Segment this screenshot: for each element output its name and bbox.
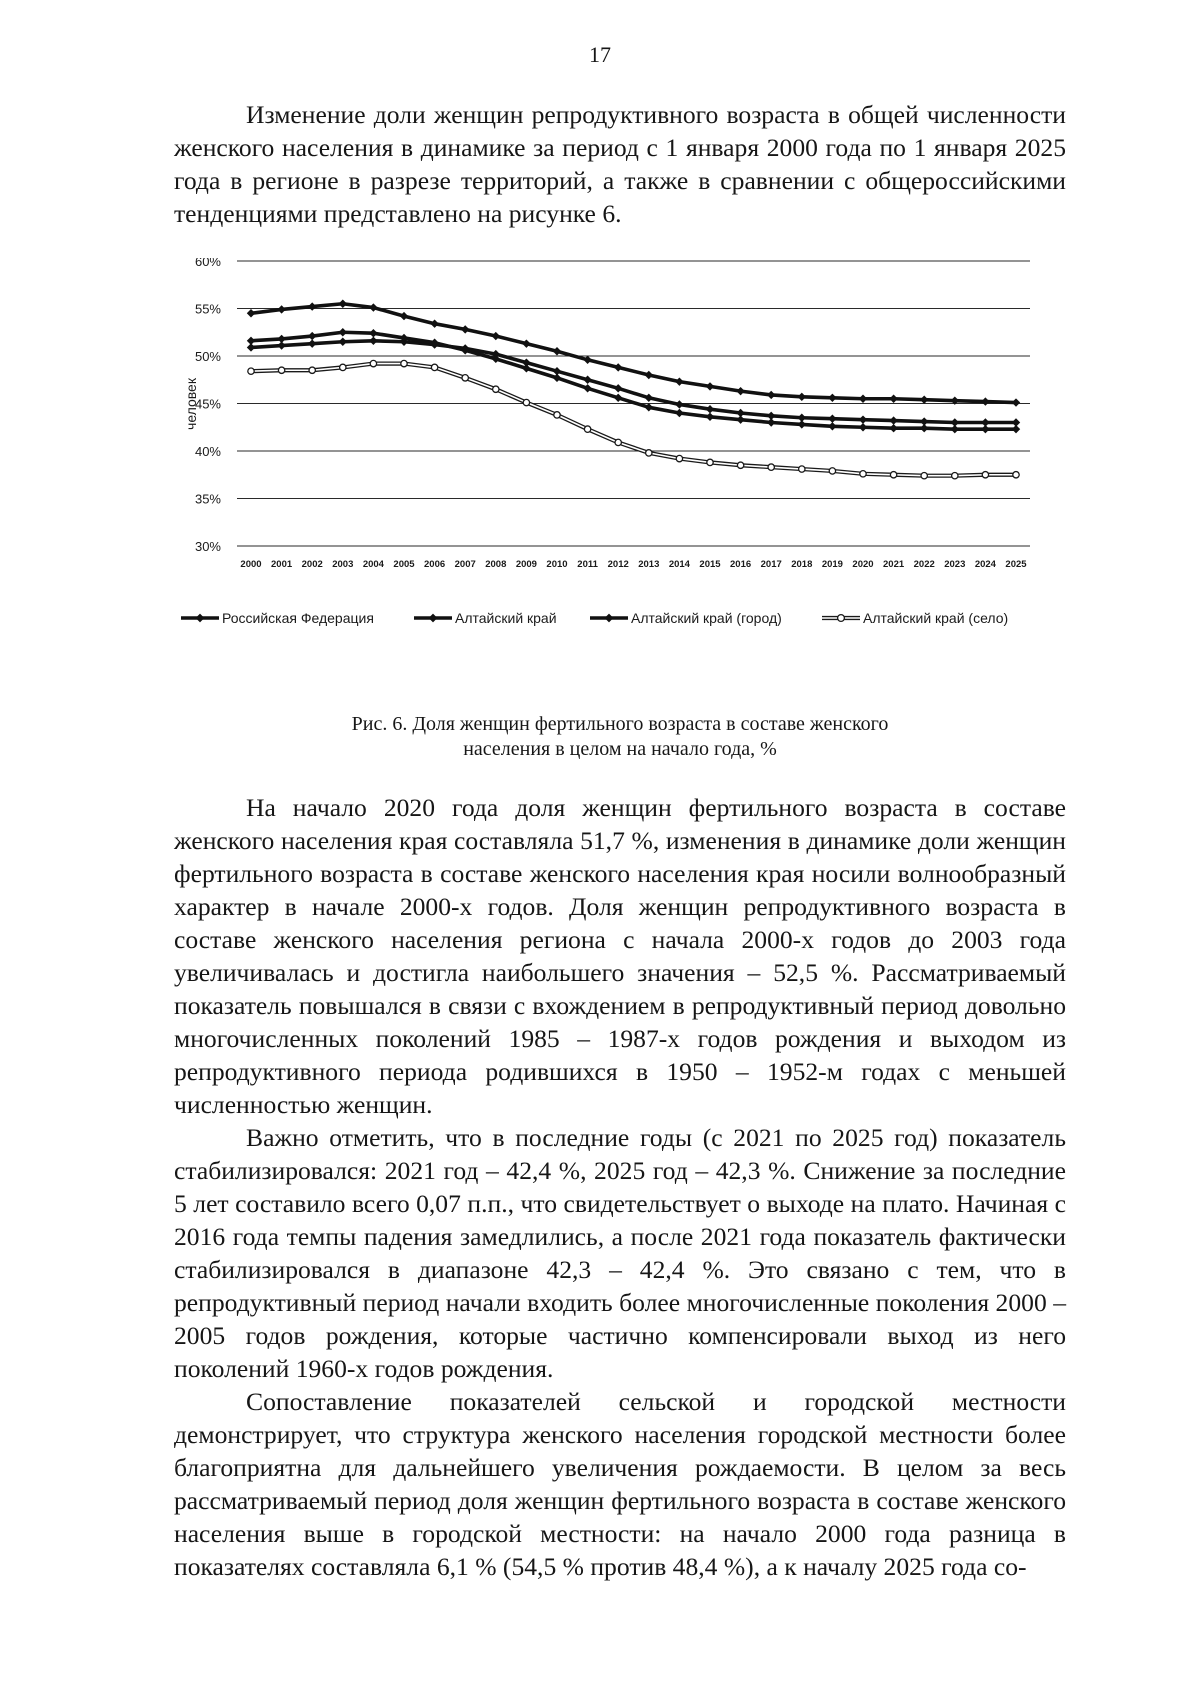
data-point [247,337,255,345]
data-point [462,375,468,381]
paragraph-3: Сопоставление показателей сельской и городской местности демонстрирует, что структура женского населения городской местности более благоприятна для дальнейшего увеличения рождаемости. В целом за весь рассматриваемый период доля женщин фертильного возраста в составе женского населения выше в городской местности: на начало 2000 года разница в показателях составляла 6,1 % (54,5 % против 48,4 %), а к началу 2025 года со- [174,1387,1066,1581]
x-axis-ticks [240,559,1027,570]
x-tick-label: 2003 [332,559,354,570]
legend-item-3 [590,610,782,626]
legend-item-2 [414,610,557,626]
data-point [675,400,683,408]
data-point [461,325,469,333]
intro-text [174,98,1066,230]
y-tick-label: 35% [194,491,221,507]
y-axis-title: человек [183,378,199,430]
x-tick-label: 2014 [668,559,690,570]
data-point [859,415,867,423]
data-point [921,473,927,479]
data-point [339,328,347,336]
data-point [584,426,590,432]
paragraph-2: Важно отметить, что в последние годы (с 2021 по 2025 год) показатель стабилизировался: 2021 год – 42,4 %, 2025 год – 42,3 %. Снижение за последние 5 лет составило всего 0,07 п.п., что свидетельствует о выходе на плато. Начиная с 2016 года темпы падения замедлились, а после 2021 года показатель фактически стабилизировался в диапазоне 42,3 – 42,4 %. Это связано с тем, что в репродуктивный период начали входить более многочисленные поколения 2000 – 2005 годов рождения, которые частично компенсировали выход из него поколений 1960-х годов рождения. [174,1123,1066,1383]
data-point [799,466,805,472]
x-tick-label: 2011 [577,559,598,570]
data-point [645,371,653,379]
data-point [920,396,928,404]
data-point [828,422,836,430]
data-point [1013,472,1019,478]
data-point [277,305,285,313]
data-point [675,409,683,417]
data-point [553,347,561,355]
data-point [736,415,744,423]
y-tick-label: 45% [194,396,221,412]
series-line [251,332,1016,429]
data-point [615,439,621,445]
data-point [400,312,408,320]
data-point [247,309,255,317]
legend-marker [196,614,205,623]
data-point [583,376,591,384]
x-tick-label: 2021 [883,559,905,570]
x-tick-label: 2005 [393,559,415,570]
data-point [431,364,437,370]
data-point [645,394,653,402]
data-point [308,339,316,347]
intro-paragraph: Изменение доли женщин репродуктивного возраста в общей численности женского населения в динамике за период с 1 января 2000 года по 1 января 2025 года в регионе в разрезе территорий, а также в сравнении с общероссийскими тенденциями представлено на рисунке 6. [174,100,1066,228]
data-point [614,363,622,371]
data-point [859,423,867,431]
data-point [369,337,377,345]
data-point [492,332,500,340]
y-tick-label: 55% [194,301,221,317]
x-tick-label: 2010 [546,559,568,570]
data-point [675,377,683,385]
data-point [828,394,836,402]
data-point [645,403,653,411]
x-tick-label: 2009 [515,559,537,570]
data-point [308,332,316,340]
x-tick-label: 2016 [730,559,752,570]
data-point [248,368,254,374]
x-tick-label: 2001 [271,559,293,570]
data-point [340,364,346,370]
data-point [889,424,897,432]
data-point [614,394,622,402]
data-point [339,300,347,308]
x-tick-label: 2024 [974,559,996,570]
data-point [890,472,896,478]
series-1 [247,337,1020,427]
data-point [430,320,438,328]
data-point [401,360,407,366]
legend-item-1 [181,610,374,626]
data-point [309,367,315,373]
paragraph-1: На начало 2020 года доля женщин фертильного возраста в составе женского населения края составляла 51,7 %, изменения в динамике доли женщин фертильного возраста в составе женского населения края носили волнообразный характер в начале 2000-х годов. Доля женщин репродуктивного возраста в составе женского населения региона с начала 2000-х годов до 2003 года увеличивалась и достигла наибольшего значения – 52,5 %. Рассматриваемый показатель повышался в связи с вхождением в репродуктивный период довольно многочисленных поколений 1985 – 1987-х годов рождения и выходом из репродуктивного периода родившихся в 1950 – 1952-м годах с меньшей численностью женщин. [174,793,1066,1119]
legend-label: Алтайский край (село) [863,610,1009,626]
data-point [583,356,591,364]
data-point [889,395,897,403]
x-tick-label: 2018 [791,559,813,570]
x-tick-label: 2017 [760,559,782,570]
data-point [798,393,806,401]
data-point [553,374,561,382]
x-tick-label: 2022 [913,559,935,570]
data-point [736,387,744,395]
legend-label: Алтайский край (город) [631,610,782,626]
data-point [859,395,867,403]
data-point [889,416,897,424]
data-point [646,450,652,456]
legend-item-4 [822,610,1008,626]
page-number: 17 [589,42,611,67]
caption-line-1: Рис. 6. Доля женщин фертильного возраста в составе женского [351,713,889,735]
data-point [522,339,530,347]
x-tick-label: 2023 [944,559,966,570]
figure-caption [250,712,990,762]
y-tick-label: 50% [194,349,221,364]
data-point [706,405,714,413]
x-tick-label: 2002 [301,559,323,570]
chart-legend [181,610,1008,626]
x-tick-label: 2006 [424,559,446,570]
data-point [829,468,835,474]
data-point [706,413,714,421]
data-point [920,424,928,432]
data-point [278,367,284,373]
series-3 [247,300,1020,407]
x-tick-label: 2008 [485,559,507,570]
series-line [251,341,1016,423]
x-tick-label: 2019 [821,559,843,570]
y-tick-label: 40% [194,444,221,459]
x-tick-label: 2007 [454,559,476,570]
y-tick-label: 30% [194,539,221,554]
data-point [522,364,530,372]
data-point [981,425,989,433]
data-point [369,303,377,311]
x-tick-label: 2012 [607,559,629,570]
chart-series [247,300,1020,479]
line-chart [0,258,1200,698]
legend-label: Алтайский край [455,610,557,626]
legend-marker [429,614,438,623]
y-tick-label: 60% [194,258,221,269]
data-point [860,471,866,477]
data-point [828,415,836,423]
data-point [706,382,714,390]
data-point [1012,398,1020,406]
x-tick-label: 2000 [240,559,262,570]
x-tick-label: 2004 [362,559,384,570]
data-point [676,455,682,461]
data-point [1012,425,1020,433]
data-point [339,338,347,346]
data-point [981,397,989,405]
legend-marker [838,615,845,622]
data-point [277,335,285,343]
data-point [614,384,622,392]
chart-figure [0,258,1200,698]
data-point [737,462,743,468]
series-line [251,304,1016,403]
data-point [370,360,376,366]
data-point [982,472,988,478]
data-point [798,420,806,428]
legend-label: Российская Федерация [222,610,374,626]
data-point [951,425,959,433]
x-tick-label: 2015 [699,559,721,570]
data-point [554,412,560,418]
data-point [707,459,713,465]
data-point [768,464,774,470]
x-tick-label: 2020 [852,559,874,570]
caption-line-2: населения в целом на начало года, % [463,738,777,760]
body-text [174,791,1066,1583]
data-point [583,384,591,392]
series-2 [247,328,1020,433]
data-point [523,399,529,405]
data-point [308,302,316,310]
data-point [767,391,775,399]
x-tick-label: 2013 [638,559,660,570]
data-point [369,329,377,337]
data-point [952,473,958,479]
x-tick-label: 2025 [1005,559,1027,570]
data-point [493,386,499,392]
legend-marker [605,614,614,623]
data-point [767,418,775,426]
